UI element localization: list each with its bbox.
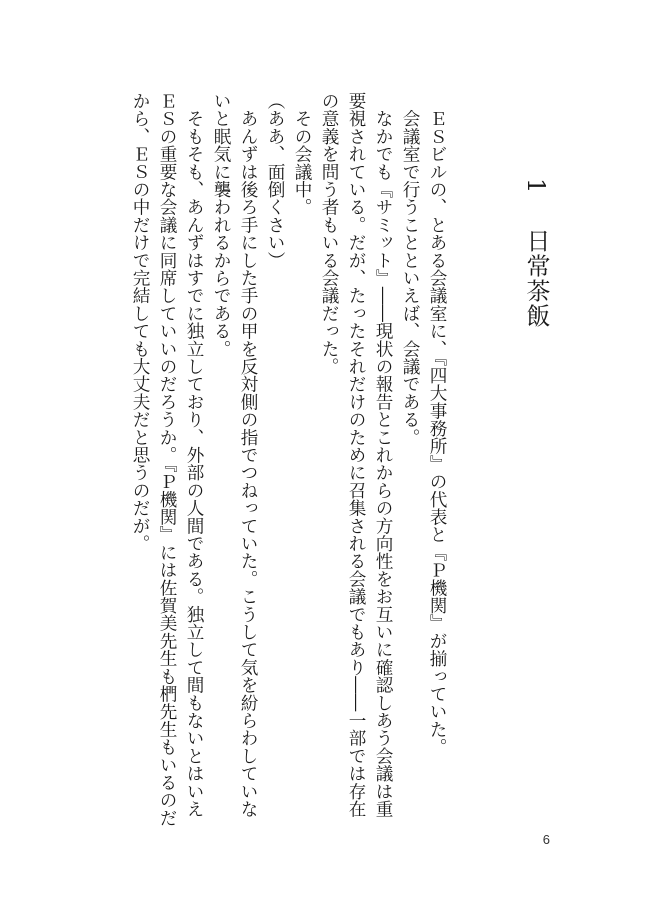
paragraph: あんずは後ろ手にした手の甲を反対側の指でつねっていた。こうして気を紛らわしていないと眠気に襲われるからである。 bbox=[211, 92, 258, 818]
page-number: 6 bbox=[542, 832, 550, 847]
body-text bbox=[126, 92, 450, 832]
paragraph: そもそも、あんずはすでに独立しており、外部の人間である。独立して間もないとはいえＥＳの重要な会議に同席していいのだろうか。『Ｐ機関』には佐賀美先生も椚先生もいるのだから、ＥＳの中だけで完結しても大丈夫だと思うのだが。 bbox=[130, 92, 204, 827]
paragraph: なかでも『サミット』――現状の報告とこれからの方向性をお互いに確認しあう会議は重要視されている。だが、たったそれだけのために召集される会議でもあり――一部では存在の意義を問う者もいる会議だった。 bbox=[319, 92, 393, 818]
paragraph: ＥＳビルの、とある会議室に、『四大事務所』の代表と『Ｐ機関』が揃っていた。 bbox=[427, 92, 447, 756]
paragraph: その会議中。 bbox=[292, 92, 312, 216]
chapter-title: 日常茶飯 bbox=[522, 228, 550, 329]
chapter-heading bbox=[524, 178, 548, 328]
paragraph: 会議室で行うことといえば、会議である。 bbox=[400, 92, 420, 446]
paragraph: （ああ、面倒くさい） bbox=[265, 92, 285, 269]
chapter-number: 1 bbox=[522, 178, 550, 195]
